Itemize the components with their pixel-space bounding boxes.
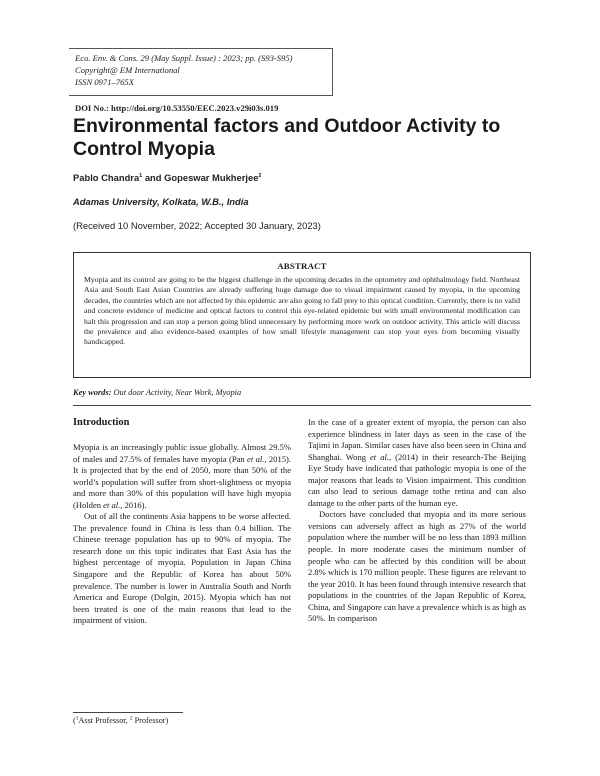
- introduction-heading: Introduction: [73, 417, 130, 428]
- right-paragraph-2: Doctors have concluded that myopia and its more serious versions can adversely affect as high as 27% of the world population where the number will be no less than 1893 million people. In more moderate cases the minimum number of people who can be affected by this condition will be about 2.8% which is 170 million people. These figures are relevant to the year 2010. It has been found through intensive research that populations in the countries of the Japan Republic of Korea, China, and Singapore can have a prevalence which is as high as 50%. In comparison: [308, 509, 526, 624]
- text-run: et al.: [370, 451, 389, 462]
- author-2-marker: 2: [258, 172, 262, 179]
- doi-line[interactable]: DOI No.: http://doi.org/10.53550/EEC.2023.v29i03s.019: [75, 103, 279, 113]
- abstract-text: Myopia and its control are going to be the biggest challenge in the upcoming decades in the optometry and ophthalmology field. Northeast Asia and South East Asian Countries are already suffering huge damage due to visual impairment caused by myopia, in the upcoming decades, the countries which are not affected by this epidemic are also going to fall prey to this optical condition. Currently, there is no valid and concrete evidence of medicine and optical factors to control this eye-related epidemic but with small environmental modification can halt this progression and can stop a person going blind unnecessary by performing more work on outdoor activity. This article will discuss the prevalence and also evidence-based examples of how small lifestyle management can stop your eyes from becoming visually handicapped.: [84, 275, 520, 347]
- affiliation: Adamas University, Kolkata, W.B., India: [73, 196, 249, 207]
- text-run: (: [73, 716, 76, 725]
- author-2: Gopeswar Mukherjee: [164, 172, 259, 183]
- text-run: et al.: [103, 499, 121, 510]
- keywords-line: [73, 388, 241, 397]
- footnote-marker-1: 1: [75, 715, 79, 722]
- paper-title: Environmental factors and Outdoor Activity to Control Myopia: [73, 115, 501, 160]
- footnote-marker-2: 2: [129, 715, 133, 722]
- footnote-divider: [73, 712, 183, 713]
- text-run: , (2014) in their research-The Beijing Eye Study have indicated that pathologic myopia is one of the major reasons that leads to Vision impairment. This condition can also lead to serious damage tothe retina and can also damage to the other parts of the human eye.: [308, 451, 527, 508]
- left-paragraph-2: Out of all the continents Asia happens to be worse affected. The prevalence found in China is less than 0.4 billion. The Chinese teenage population has up to 90% of myopia. The research done on this topic indicates that East Asia has the highest percentage of myopia. Population in Japan China Singapore and the Republic of Korea has about 50% prevalence. The number is lower in Australia South and North America and Europe (Dolgin, 2015). Myopia which has not been treated is one of the main reasons that lead to the impairment of vision.: [73, 511, 291, 626]
- body-column-left: [73, 417, 291, 627]
- author-1: Pablo Chandra: [73, 172, 140, 183]
- author-connector: and: [142, 172, 165, 183]
- text-run: Asst Professor,: [78, 716, 130, 725]
- body-column-right: [308, 417, 526, 625]
- text-run: et al.: [247, 453, 265, 464]
- author-line: [73, 172, 261, 183]
- text-run: , 2016).: [120, 499, 147, 510]
- keywords-values: Out door Activity, Near Work, Myopia: [111, 388, 242, 397]
- journal-citation-box: [69, 48, 333, 96]
- section-divider: [73, 405, 531, 406]
- text-run: Professor): [132, 716, 169, 725]
- journal-issn: ISSN 0971–765X: [75, 77, 134, 87]
- abstract-box: [73, 252, 531, 378]
- text-run: In the case of a greater extent of myopia, the person can also experience blindness in later days as seen in the case of the Tajimi in Japan. Similar cases have also been seen in China and Shanghai. Wong: [308, 417, 526, 462]
- received-dates: (Received 10 November, 2022; Accepted 30 January, 2023): [73, 220, 321, 231]
- left-paragraph-1: [73, 442, 291, 511]
- author-1-marker: 1: [139, 172, 143, 179]
- abstract-heading: ABSTRACT: [277, 261, 327, 271]
- footnote: [73, 716, 168, 725]
- journal-citation: Eco. Env. & Cons. 29 (May Suppl. Issue) : 2023; pp. (S93-S95): [75, 53, 293, 63]
- text-run: , 2015). It is projected that by the end of 2050, more than 50% of the world’s population will suffer from short-slightness or myopia and more than 30% of this population will have high myopia (Holden: [73, 453, 291, 510]
- journal-copyright: Copyright@ EM International: [75, 65, 180, 75]
- keywords-label: Key words:: [73, 388, 112, 397]
- text-run: Myopia is an increasingly public issue globally. Almost 29.5% of males and 27.5% of females have myopia (Pan: [73, 442, 291, 464]
- right-paragraph-1: [308, 417, 526, 509]
